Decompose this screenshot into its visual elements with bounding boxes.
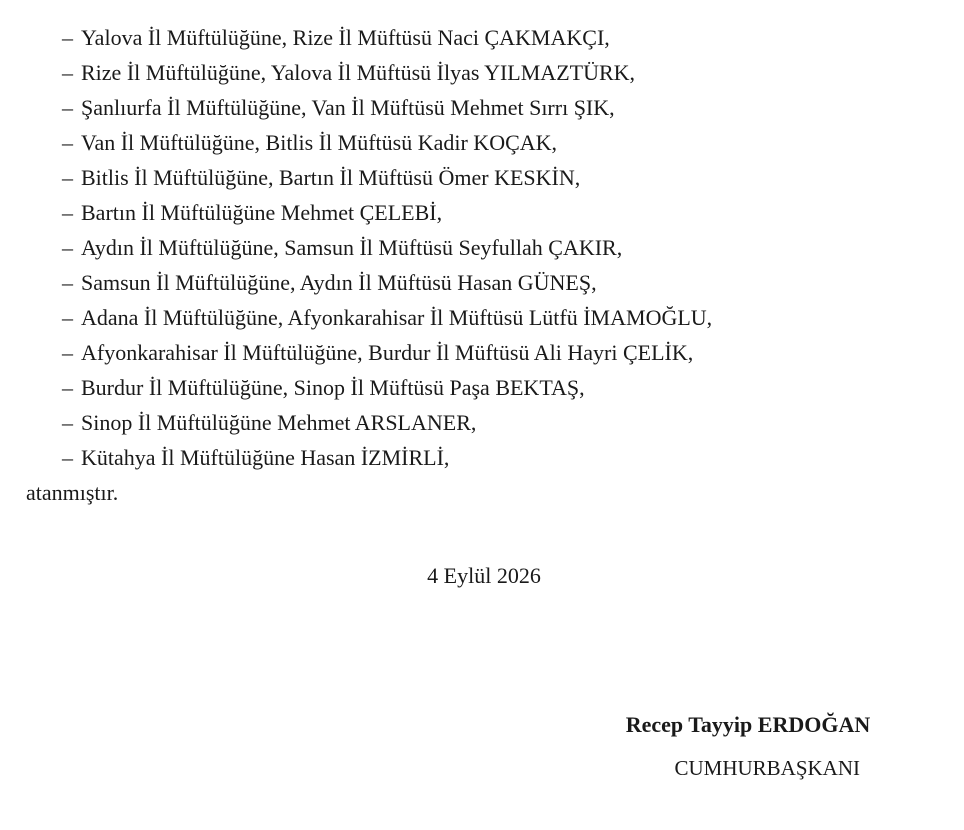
dash-bullet: – <box>62 95 73 120</box>
appointment-item <box>62 160 712 195</box>
appointment-item <box>62 90 712 125</box>
dash-bullet: – <box>62 25 73 50</box>
appointment-item <box>62 405 712 440</box>
appointment-item <box>62 335 712 370</box>
appointment-text: Şanlıurfa İl Müftülüğüne, Van İl Müftüsü Mehmet Sırrı ŞIK, <box>81 95 615 120</box>
appointment-text: Kütahya İl Müftülüğüne Hasan İZMİRLİ, <box>81 445 450 470</box>
appointment-text: Bartın İl Müftülüğüne Mehmet ÇELEBİ, <box>81 200 443 225</box>
appointment-item <box>62 20 712 55</box>
dash-bullet: – <box>62 165 73 190</box>
appointment-item <box>62 370 712 405</box>
dash-bullet: – <box>62 270 73 295</box>
appointment-item <box>62 300 712 335</box>
appointment-text: Van İl Müftülüğüne, Bitlis İl Müftüsü Kadir KOÇAK, <box>81 130 558 155</box>
appointment-text: Afyonkarahisar İl Müftülüğüne, Burdur İl Müftüsü Ali Hayri ÇELİK, <box>81 340 694 365</box>
dash-bullet: – <box>62 305 73 330</box>
signer-title: CUMHURBAŞKANI <box>674 756 860 780</box>
dash-bullet: – <box>62 340 73 365</box>
appointment-text: Adana İl Müftülüğüne, Afyonkarahisar İl Müftüsü Lütfü İMAMOĞLU, <box>81 305 713 330</box>
signer-name: Recep Tayyip ERDOĞAN <box>625 712 871 737</box>
closing-word: atanmıştır. <box>26 480 119 505</box>
appointment-text: Burdur İl Müftülüğüne, Sinop İl Müftüsü Paşa BEKTAŞ, <box>81 375 585 400</box>
document-date: 4 Eylül 2026 <box>427 563 541 588</box>
dash-bullet: – <box>62 200 73 225</box>
appointment-item <box>62 265 712 300</box>
dash-bullet: – <box>62 60 73 85</box>
appointment-item <box>62 195 712 230</box>
dash-bullet: – <box>62 235 73 260</box>
appointment-item <box>62 440 712 475</box>
appointment-text: Aydın İl Müftülüğüne, Samsun İl Müftüsü Seyfullah ÇAKIR, <box>81 235 623 260</box>
dash-bullet: – <box>62 410 73 435</box>
appointment-text: Samsun İl Müftülüğüne, Aydın İl Müftüsü Hasan GÜNEŞ, <box>81 270 597 295</box>
appointment-text: Yalova İl Müftülüğüne, Rize İl Müftüsü Naci ÇAKMAKÇI, <box>81 25 610 50</box>
dash-bullet: – <box>62 130 73 155</box>
appointment-item <box>62 230 712 265</box>
dash-bullet: – <box>62 375 73 400</box>
appointment-text: Rize İl Müftülüğüne, Yalova İl Müftüsü İlyas YILMAZTÜRK, <box>81 60 636 85</box>
appointment-item <box>62 55 712 90</box>
appointment-item <box>62 125 712 160</box>
appointment-text: Bitlis İl Müftülüğüne, Bartın İl Müftüsü Ömer KESKİN, <box>81 165 581 190</box>
dash-bullet: – <box>62 445 73 470</box>
appointment-list <box>62 20 712 475</box>
appointment-text: Sinop İl Müftülüğüne Mehmet ARSLANER, <box>81 410 477 435</box>
